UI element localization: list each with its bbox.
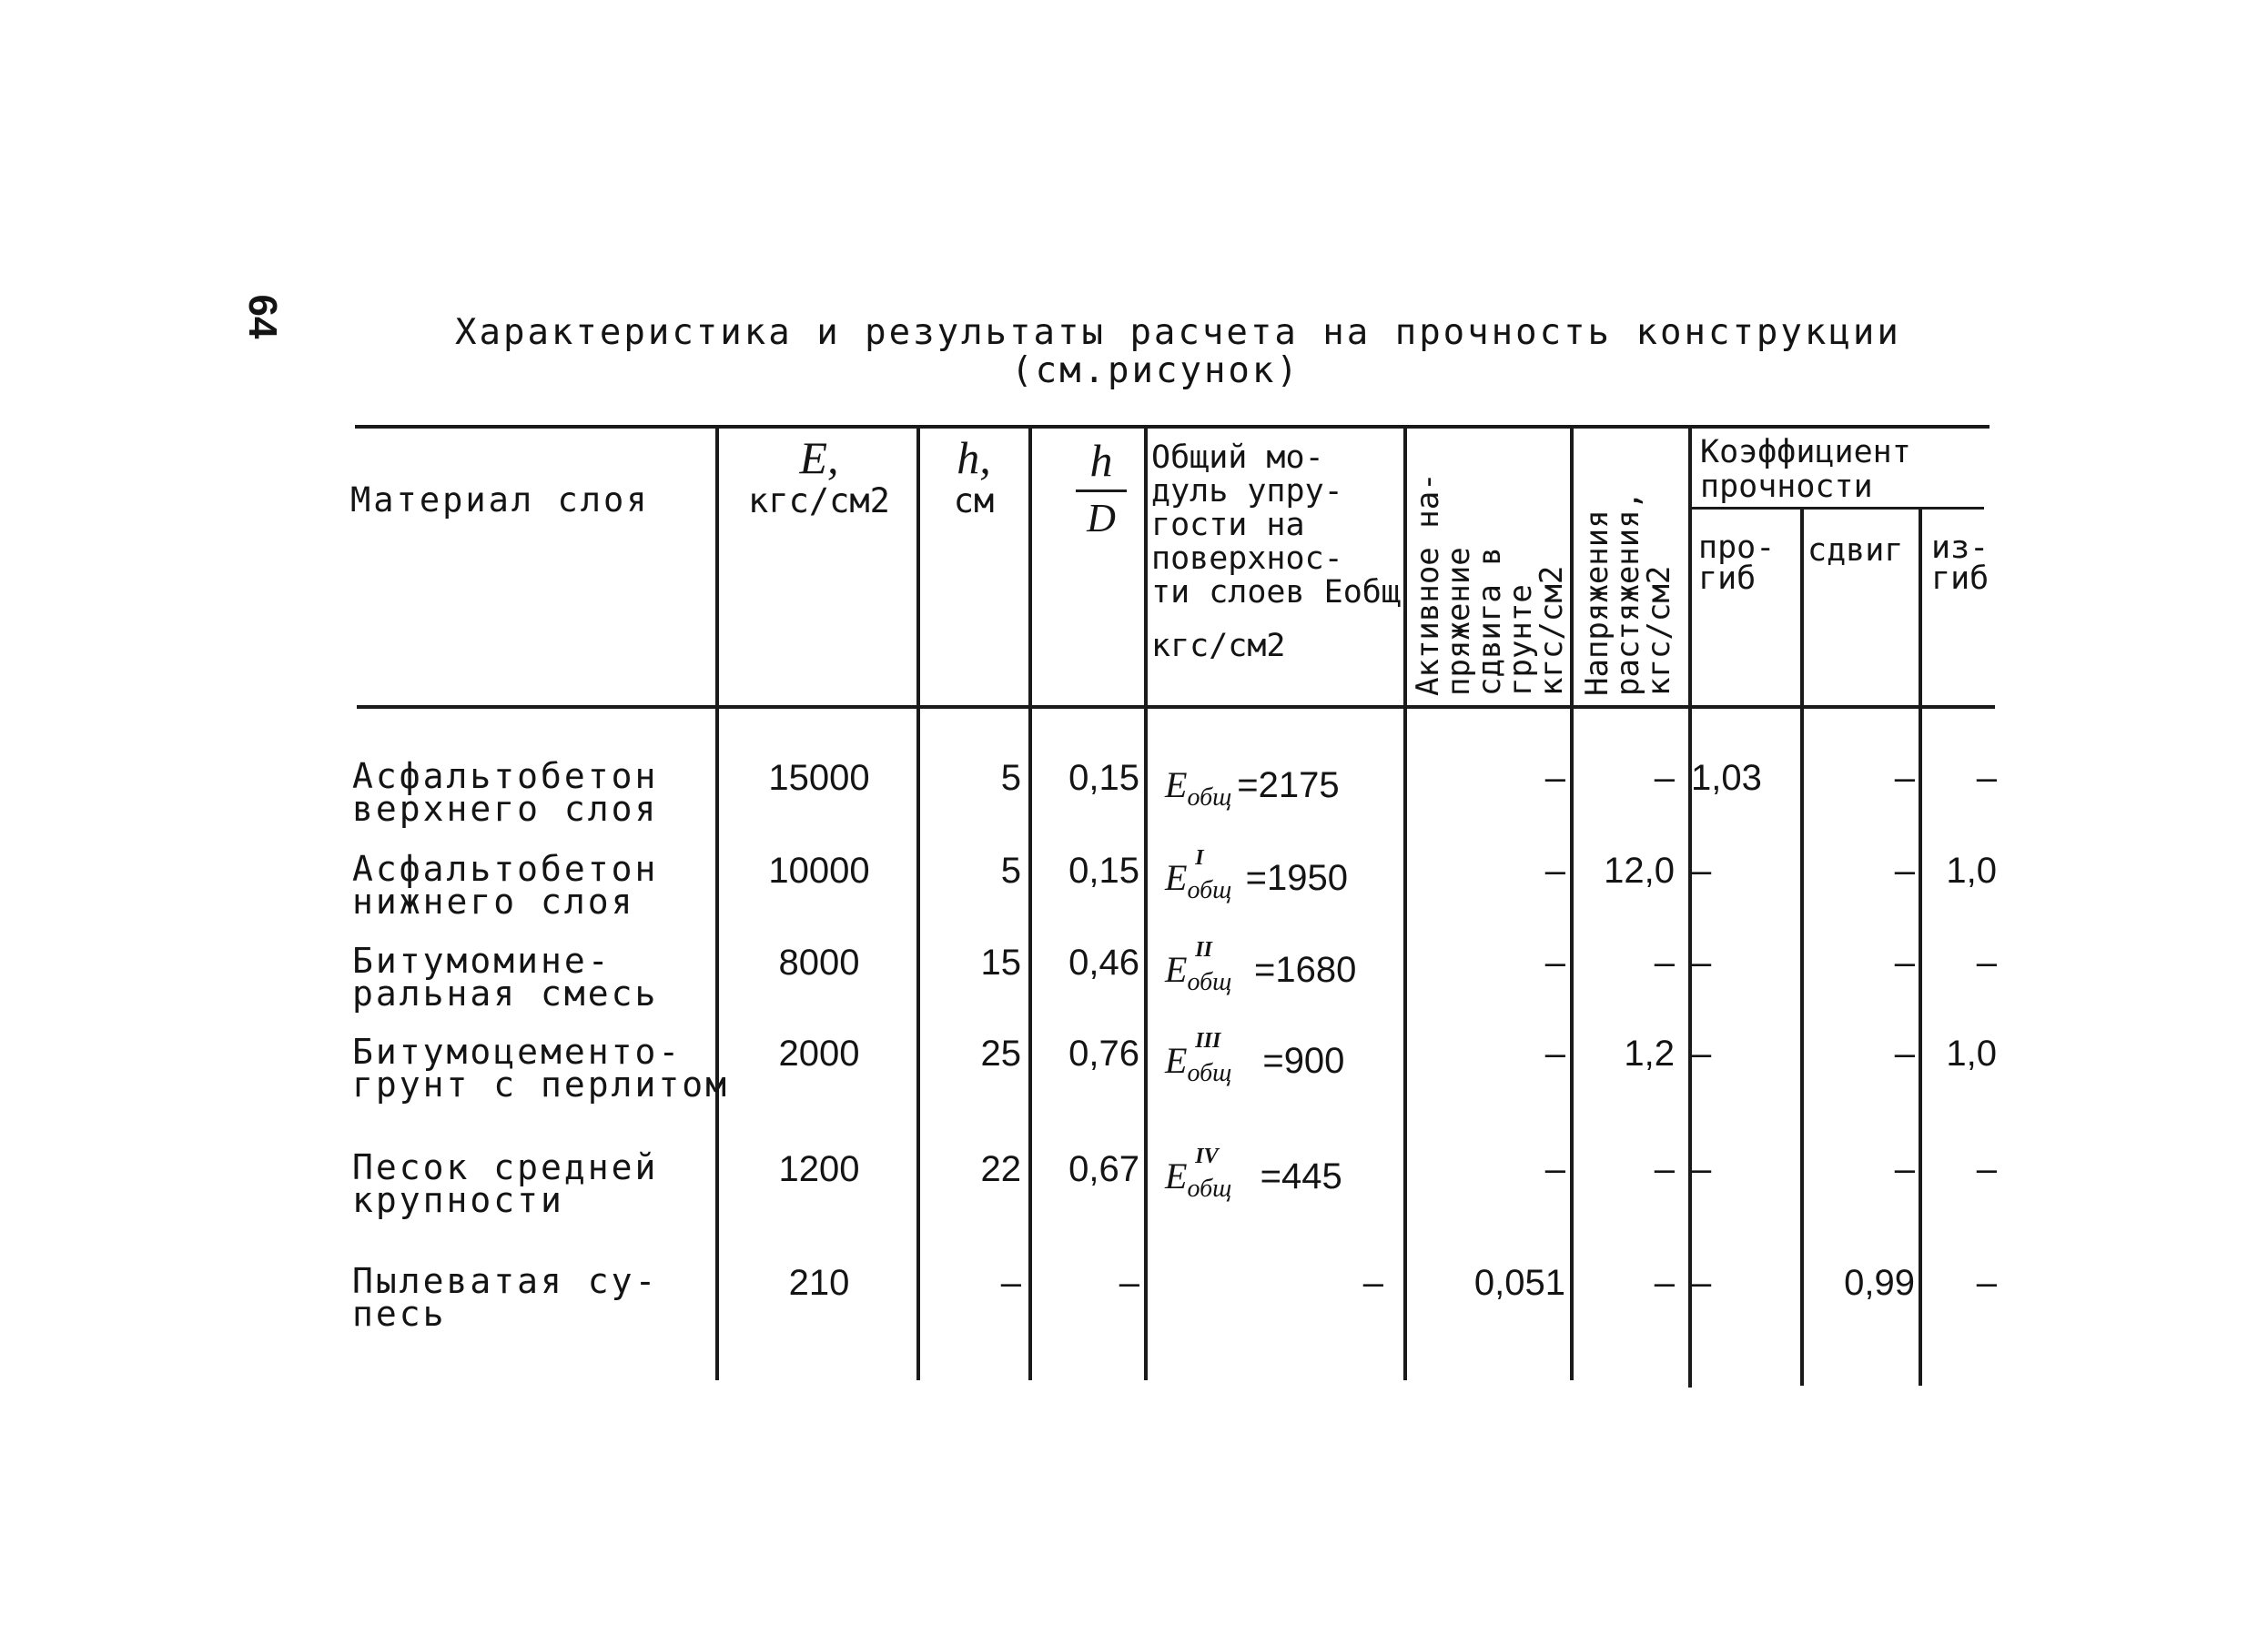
material-line: грунт с перлитом	[352, 1065, 730, 1105]
eob-symbol: $E_{общ}^{IV}$	[1165, 1145, 1232, 1204]
eob-layer-index: I	[1195, 846, 1204, 870]
eob-layer-index: II	[1195, 938, 1212, 962]
tension-cell: –	[1654, 1263, 1675, 1303]
eob-symbol: $E_{общ}^{II}$	[1165, 938, 1232, 997]
shear-cell: 0,99	[1844, 1263, 1915, 1303]
shear-cell: –	[1894, 851, 1915, 891]
material-line: нижнего слоя	[352, 882, 635, 922]
h-cell: 15	[980, 943, 1021, 983]
shear-cell: –	[1894, 758, 1915, 798]
material-line: крупности	[352, 1180, 564, 1220]
eob-layer-index: IV	[1195, 1145, 1219, 1168]
col-divider	[1570, 425, 1574, 1380]
material-line: Асфальтобетон	[352, 849, 659, 889]
modulus-line: ти слоев Eобщ	[1151, 574, 1401, 611]
E-cell: 10000	[768, 851, 870, 891]
shear-cell: –	[1894, 1149, 1915, 1189]
shear-stress-cell: –	[1544, 851, 1565, 891]
material-cell	[352, 941, 659, 1014]
modulus-cell	[1165, 1029, 1383, 1092]
shear-stress-line: сдвига в	[1472, 547, 1508, 696]
material-line: Песок средней	[352, 1147, 659, 1187]
title-line-1: Характеристика и результаты расчета на прочность конструкции	[455, 312, 1901, 353]
shear-stress-line: грунте	[1503, 584, 1539, 696]
col-divider	[715, 425, 719, 1380]
material-cell	[352, 1261, 659, 1334]
h-symbol: h,	[957, 432, 991, 483]
bending-cell: –	[1976, 1263, 1997, 1303]
modulus-line: поверхнос-	[1151, 540, 1343, 577]
material-line: Асфальтобетон	[352, 756, 659, 796]
h-unit: см	[953, 481, 995, 520]
ratio-denominator: D	[1087, 496, 1116, 540]
tension-line: Напряжения	[1579, 510, 1615, 696]
modulus-value: –	[1362, 1263, 1383, 1303]
shear-cell: –	[1894, 1034, 1915, 1074]
material-cell	[352, 756, 659, 829]
header-deflection	[1698, 530, 1776, 597]
page-number: 64	[240, 294, 285, 339]
modulus-cell	[1165, 1265, 1383, 1301]
deflection-line: про-	[1698, 530, 1776, 566]
ratio-cell: –	[1119, 1263, 1139, 1303]
header-strength-coef	[1700, 435, 1911, 504]
table-top-rule	[355, 425, 1990, 429]
h-cell: 5	[1000, 851, 1021, 891]
ratio-cell: 0,15	[1068, 758, 1139, 798]
h-cell: 5	[1000, 758, 1021, 798]
deflection-cell: –	[1691, 851, 1712, 891]
shear-stress-line: кгс/см2	[1534, 565, 1570, 696]
ratio-cell: 0,15	[1068, 851, 1139, 891]
modulus-value: =2175	[1237, 765, 1340, 806]
modulus-value: =445	[1260, 1156, 1342, 1197]
modulus-cell	[1165, 846, 1383, 909]
deflection-line: гиб	[1698, 560, 1757, 597]
tension-cell: –	[1654, 943, 1675, 983]
shear-stress-line: пряжение	[1441, 547, 1477, 696]
header-shear: сдвиг	[1807, 532, 1904, 569]
header-bottom-rule	[357, 705, 1995, 709]
shear-stress-cell: –	[1544, 1034, 1565, 1074]
modulus-cell	[1165, 1145, 1383, 1207]
bending-line: гиб	[1931, 560, 1990, 597]
modulus-value: =1950	[1245, 858, 1348, 899]
h-cell: –	[1000, 1263, 1021, 1303]
deflection-cell: –	[1691, 1149, 1712, 1189]
ratio-cell: 0,46	[1068, 943, 1139, 983]
shear-stress-cell: 0,051	[1473, 1263, 1565, 1303]
header-shear-stress	[1410, 472, 1570, 696]
header-tension	[1579, 490, 1677, 696]
tension-cell: –	[1654, 758, 1675, 798]
eob-symbol: $E_{общ}^{III}$	[1165, 1029, 1232, 1088]
header-h	[924, 432, 1024, 520]
tension-cell: 12,0	[1604, 851, 1675, 891]
modulus-line: Общий мо-	[1151, 439, 1324, 476]
col-divider	[916, 425, 920, 1380]
h-cell: 22	[980, 1149, 1021, 1189]
material-line: верхнего слоя	[352, 789, 659, 829]
col-divider	[1688, 425, 1692, 1388]
bending-cell: 1,0	[1946, 1034, 1997, 1074]
ratio-numerator: h	[1089, 435, 1113, 486]
E-cell: 1200	[778, 1149, 860, 1189]
tension-cell: 1,2	[1624, 1034, 1675, 1074]
header-ratio	[1065, 435, 1138, 541]
modulus-line: дуль упру-	[1151, 473, 1343, 510]
E-cell: 15000	[768, 758, 870, 798]
bending-cell: –	[1976, 943, 1997, 983]
col-divider	[1028, 425, 1032, 1380]
fraction-bar	[1076, 489, 1127, 492]
modulus-cell	[1165, 760, 1383, 816]
material-cell	[352, 1032, 730, 1105]
title-line-2: (см.рисунок)	[1011, 350, 1301, 391]
modulus-value: =1680	[1253, 950, 1357, 991]
eob-layer-index: III	[1195, 1029, 1221, 1053]
strength-coef-line: Коэффициент	[1700, 434, 1911, 470]
shear-stress-cell: –	[1544, 758, 1565, 798]
shear-stress-cell: –	[1544, 1149, 1565, 1189]
deflection-cell: –	[1691, 943, 1712, 983]
deflection-cell: 1,03	[1691, 758, 1762, 798]
modulus-value: =900	[1262, 1041, 1345, 1082]
page-title	[455, 312, 1901, 391]
E-cell: 2000	[778, 1034, 860, 1074]
bending-cell: –	[1976, 1149, 1997, 1189]
header-e	[728, 432, 910, 520]
modulus-line: кгс/см2	[1151, 628, 1286, 664]
strength-coef-line: прочности	[1700, 469, 1873, 505]
ratio-cell: 0,67	[1068, 1149, 1139, 1189]
tension-line: кгс/см2	[1641, 565, 1677, 696]
tension-cell: –	[1654, 1149, 1675, 1189]
E-cell: 210	[788, 1263, 850, 1303]
eob-symbol: $E_{общ}^I$	[1165, 846, 1232, 905]
eob-symbol: $E_{общ}$	[1165, 764, 1232, 812]
header-bending	[1931, 530, 1990, 597]
bending-cell: 1,0	[1946, 851, 1997, 891]
deflection-cell: –	[1691, 1034, 1712, 1074]
bending-cell: –	[1976, 758, 1997, 798]
deflection-cell: –	[1691, 1263, 1712, 1303]
shear-stress-line: Активное на-	[1410, 472, 1446, 696]
shear-cell: –	[1894, 943, 1915, 983]
material-line: песь	[352, 1294, 447, 1334]
material-cell	[352, 849, 659, 922]
col-divider	[1403, 425, 1407, 1380]
tension-line: растяжения,	[1610, 490, 1646, 696]
shear-stress-cell: –	[1544, 943, 1565, 983]
col-divider	[1144, 425, 1148, 1380]
material-line: ральная смесь	[352, 974, 659, 1014]
material-line: Битумомине-	[352, 941, 612, 981]
bending-line: из-	[1931, 530, 1990, 566]
modulus-cell	[1165, 938, 1383, 1001]
material-cell	[352, 1147, 659, 1220]
h-cell: 25	[980, 1034, 1021, 1074]
header-material: Материал слоя	[350, 480, 650, 520]
material-line: Пылеватая су-	[352, 1261, 659, 1301]
e-symbol: E,	[799, 432, 839, 483]
modulus-line: гости на	[1151, 507, 1305, 543]
material-line: Битумоцементо-	[352, 1032, 683, 1072]
header-modulus	[1151, 441, 1401, 663]
ratio-cell: 0,76	[1068, 1034, 1139, 1074]
E-cell: 8000	[778, 943, 860, 983]
coef-subheader-rule	[1688, 507, 1984, 510]
e-unit: кгс/см2	[748, 481, 890, 520]
